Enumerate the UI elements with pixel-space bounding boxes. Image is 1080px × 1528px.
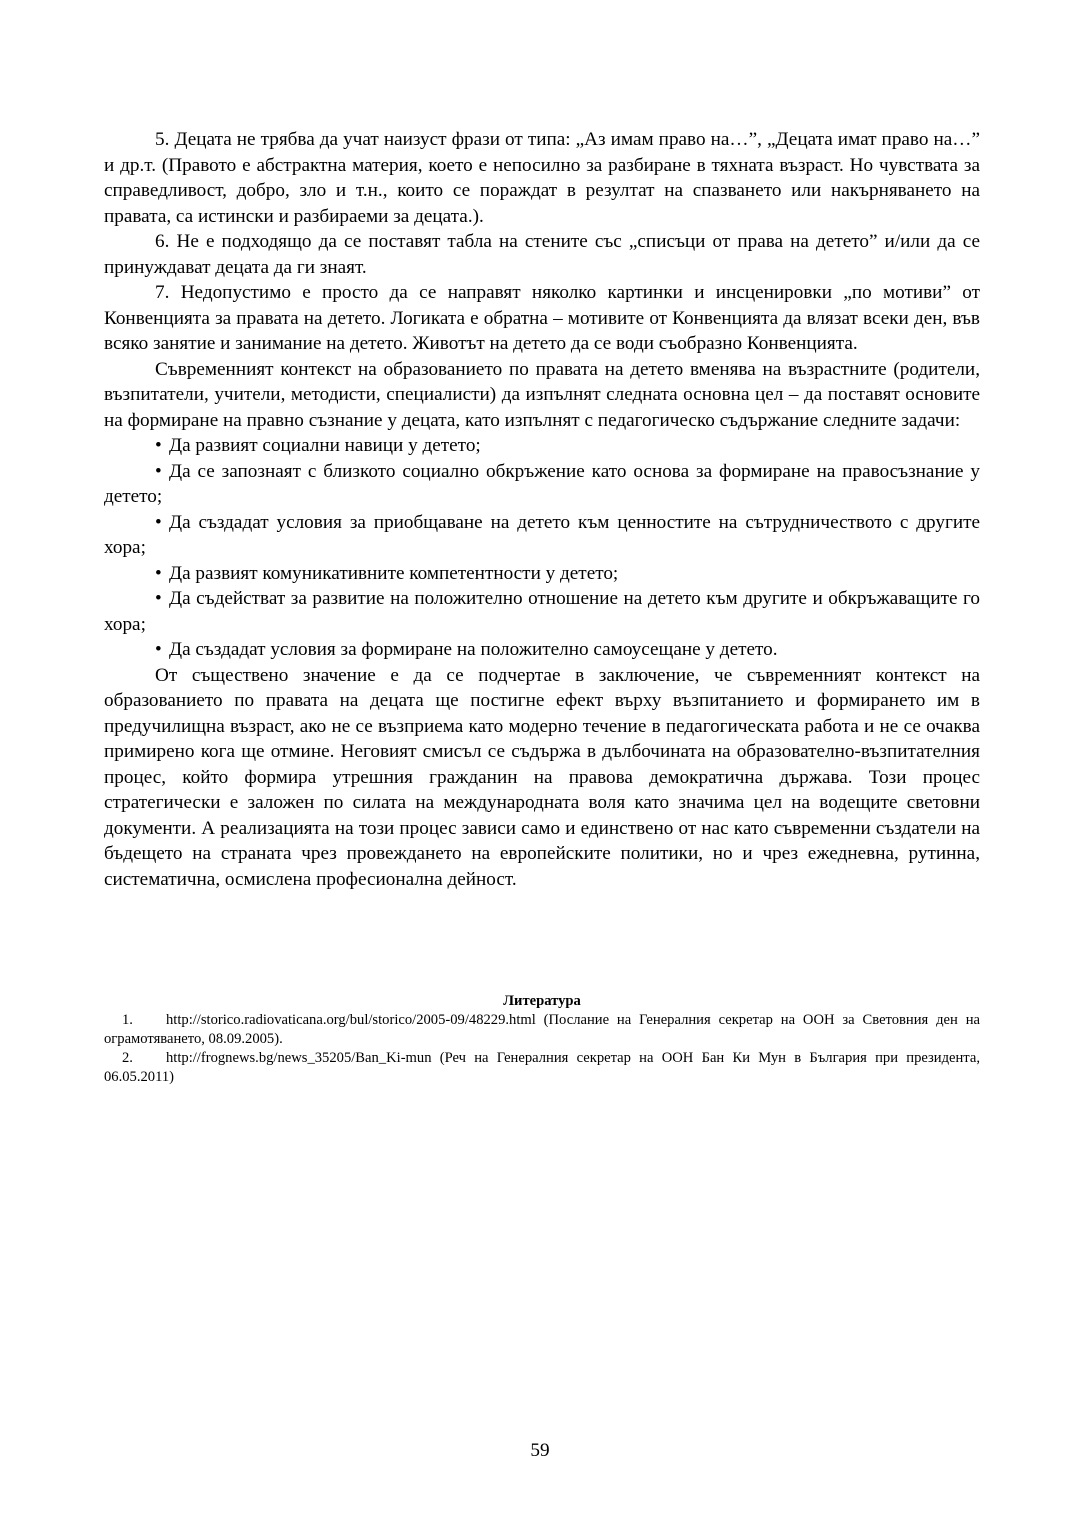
- paragraph-context: Съвременният контекст на образованието по правата на детето вменява на възрастните (родители, възпитатели, учители, методисти, специалисти) да изпълнят следната основна цел – да поставят основите на формиране на правно съзнание у децата, като изпълнят с педагогическо съдържание следните задачи:: [104, 358, 980, 431]
- reference-text: http://storico.radiovaticana.org/bul/storico/2005-09/48229.html (Послание на Генералния секретар на ООН за Световния ден на ограмотяването, 08.09.2005).: [104, 1012, 980, 1047]
- paragraph-item-7: 7. Недопустимо е просто да се направят няколко картинки и инсценировки „по мотиви” от Конвенцията за правата на детето. Логиката е обратна – мотивите от Конвенцията да влязат всеки ден, във всяко занятие и занимание на детето. Животът на детето да се води съобразно Конвенцията.: [104, 282, 980, 354]
- bullet-text: Да развият комуникативните компетентности у детето;: [169, 562, 619, 584]
- bullet-item: [104, 586, 980, 637]
- bullet-icon: •: [155, 588, 162, 609]
- bullet-text: Да развият социални навици у детето;: [169, 435, 481, 456]
- bullet-icon: •: [155, 562, 162, 584]
- bullet-icon: •: [155, 511, 162, 533]
- page-number: 59: [530, 1440, 550, 1461]
- bullet-item: [104, 433, 980, 459]
- bullet-item: [104, 459, 980, 510]
- bullet-text: Да създадат условия за приобщаване на детето към ценностите на сътрудничеството с другите хора;: [104, 511, 980, 558]
- bullet-text: Да създадат условия за формиране на положително самоусещане у детето.: [169, 639, 778, 660]
- reference-item: [104, 1049, 980, 1087]
- bullet-icon: •: [155, 460, 162, 482]
- paragraph-item-6: 6. Не е подходящо да се поставят табла на стените със „списъци от права на детето” и/или да се принуждават децата да ги знаят.: [104, 231, 980, 278]
- reference-number: 2.: [122, 1050, 133, 1066]
- bullet-icon: •: [155, 639, 162, 660]
- reference-text: http://frognews.bg/news_35205/Ban_Ki-mun (Реч на Генералния секретар на ООН Бан Ки Мун в България при президента, 06.05.2011): [104, 1050, 980, 1085]
- page-body: [104, 127, 980, 892]
- bullet-item: [104, 637, 980, 663]
- bullet-item: [104, 510, 980, 561]
- paragraph-conclusion: От съществено значение е да се подчертае в заключение, че съвременният контекст на образованието по правата на децата ще постигне ефект върху възпитанието и формирането им в предучилищна възраст, ако не се възприема като модерно течение в педагогическата работа и не се очаква примирено кога ще отмине. Неговият смисъл се съдържа в дълбочината на образователно-възпитателния процес, който формира утрешния гражданин на правова демократична държава. Този процес стратегически е заложен по силата на международната воля като значима цел на водещите световни документи. А реализацията на този процес зависи само и единствено от нас като съвременни създатели на бъдещето на страната чрез провеждането на европейските политики, но и чрез ежедневна, рутинна, систематична, осмислена професионална дейност.: [104, 664, 980, 890]
- bullet-text: Да се запознаят с близкото социално обкръжение като основа за формиране на правосъзнание у детето;: [104, 460, 980, 507]
- references-section: [104, 992, 980, 1087]
- reference-item: [104, 1011, 980, 1049]
- references-title: Литература: [503, 993, 581, 1009]
- paragraph-item-5: 5. Децата не трябва да учат наизуст фрази от типа: „Аз имам право на…”, „Децата имат право на…” и др.т. (Правото е абстрактна материя, което е непосилно за разбиране в тяхната възраст. Но чувствата за справедливост, добро, зло и т.н., които се пораждат в резултат на спазването или накърняването на правата, са истински и разбираеми за децата.).: [104, 129, 980, 227]
- reference-number: 1.: [122, 1012, 133, 1028]
- bullet-text: Да съдействат за развитие на положително отношение на детето към другите и обкръжаващите го хора;: [104, 588, 980, 635]
- bullet-icon: •: [155, 435, 162, 456]
- bullet-item: [104, 561, 980, 587]
